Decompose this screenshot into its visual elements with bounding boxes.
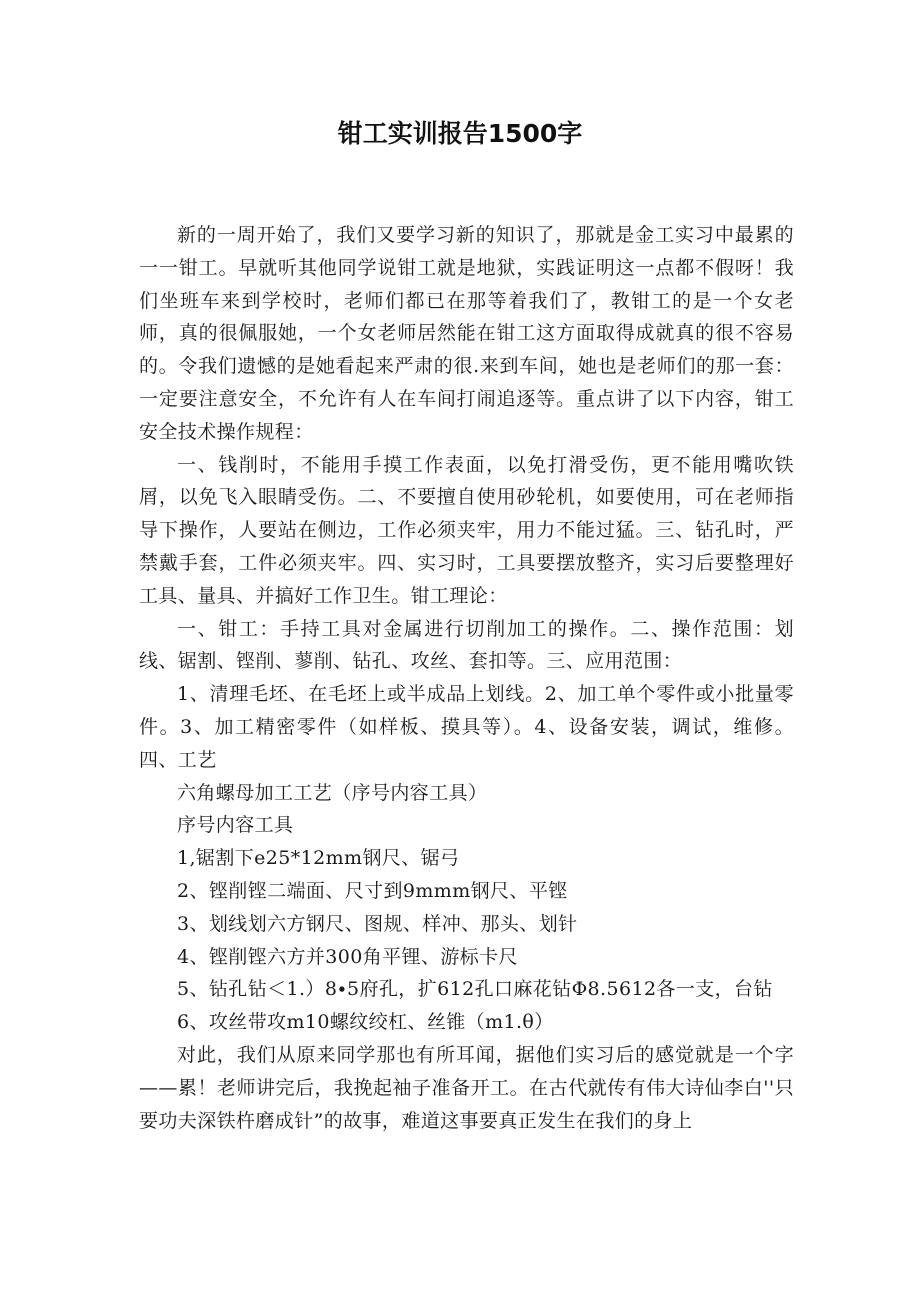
process-step: 3、划线划六方钢尺、图规、样冲、那头、划针 [177,912,578,935]
process-step: 2、铿削铿二端面、尺寸到9mmm钢尺、平铿 [177,879,568,902]
process-heading: 六角螺母加工工艺（序号内容工具） [177,781,488,804]
process-step: 1,锯割下e25*12mm钢尺、锯弓 [177,847,460,870]
process-step: 5、钻孔钻＜1.）8∙5府孔，扩612孔口麻花钻Φ8.5612各一支，台钻 [177,978,773,1001]
document-title: 钳工实训报告1500字 [337,119,583,148]
paragraph-safety-rules: 一、钱削时，不能用手摸工作表面，以免打滑受伤，更不能用嘴吹铁屑，以免飞入眼睛受伤。二、不要擅自使用砂轮机，如要使用，可在老师指导下操作，人要站在侧边，工作必须夹牢，用力不能过猛。三、钻孔时，严禁戴手套，工件必须夹牢。四、实习时，工具要摆放整齐，实习后要整理好工具、量具、并搞好工作卫生。钳工理论： [139,453,794,607]
paragraph-theory: 一、钳工：手持工具对金属进行切削加工的操作。二、操作范围：划线、锯割、铿削、蓼削、钻孔、攻丝、套扣等。三、应用范围： [139,617,794,673]
process-step: 4、铿削铿六方并300角平锂、游标卡尺 [177,945,518,968]
process-step: 6、攻丝带攻m10螺纹绞杠、丝锥（m1.θ） [177,1011,554,1034]
paragraph-intro: 新的一周开始了，我们又要学习新的知识了，那就是金工实习中最累的一一钳工。早就听其他同学说钳工就是地狱，实践证明这一点都不假呀！我们坐班车来到学校时，老师们都已在那等着我们了，教钳工的是一个女老师，真的很佩服她，一个女老师居然能在钳工这方面取得成就真的很不容易的。令我们遗憾的是她看起来严肃的很.来到车间，她也是老师们的那一套：一定要注意安全，不允许有人在车间打闹追逐等。重点讲了以下内容，钳工安全技术操作规程： [139,224,794,443]
paragraph-application: 1、清理毛坯、在毛坯上或半成品上划线。2、加工单个零件或小批量零件。3、加工精密零件（如样板、摸具等）。4、设备安装，调试，维修。四、工艺 [139,683,794,771]
process-columns: 序号内容工具 [177,814,294,837]
paragraph-experience: 对此，我们从原来同学那也有所耳闻，据他们实习后的感觉就是一个字——累！老师讲完后，我挽起袖子准备开工。在古代就传有伟大诗仙李白''只要功夫深铁杵磨成针”的故事，难道这事要真正发生在我们的身上 [139,1043,794,1132]
document-body [139,219,794,1137]
